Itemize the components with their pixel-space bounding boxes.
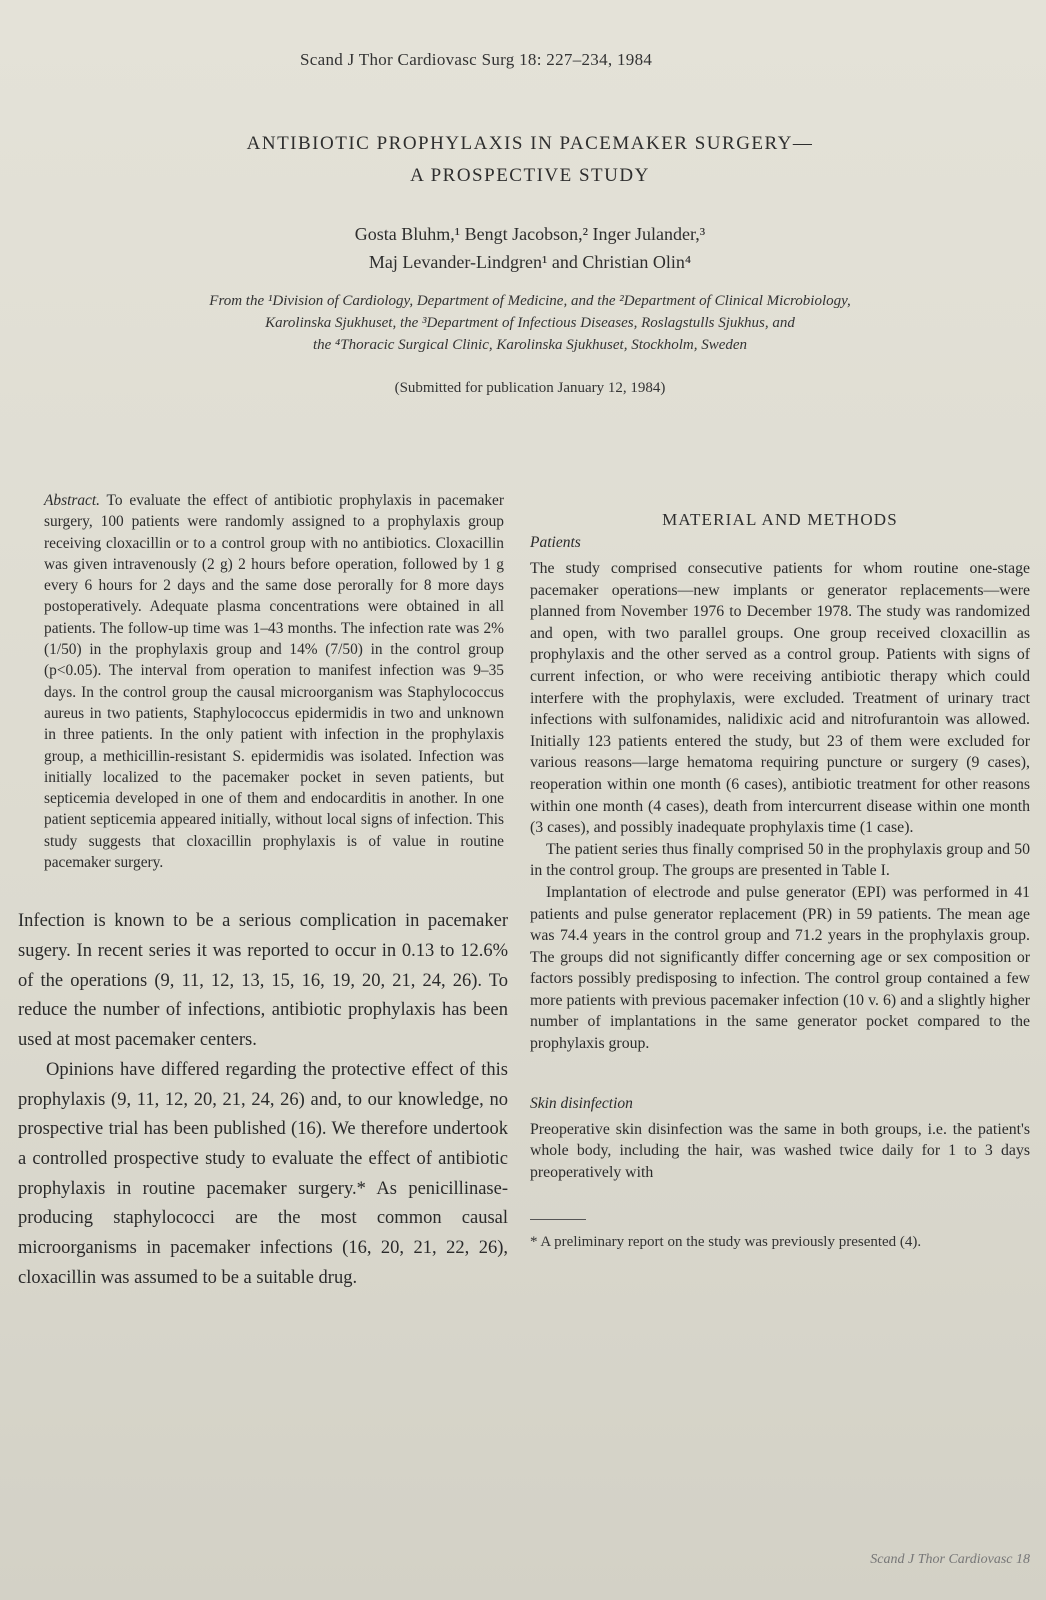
- authors-line-2: Maj Levander-Lindgren¹ and Christian Olin⁴: [368, 252, 692, 272]
- intro-paragraph-2: Opinions have differed regarding the protective effect of this prophylaxis (9, 11, 12, 20, 21, 24, 26) and, to our knowledge, no prospective trial has been published (16). We therefore undertook a controlled prospective study to evaluate the effect of antibiotic prophylaxis in routine pacemaker surgery.* As penicillinase-producing staphylococci are the most common causal microorganisms in pacemaker infections (16, 20, 21, 22, 26), cloxacillin was assumed to be a suitable drug.: [18, 1059, 508, 1288]
- title-line-1: ANTIBIOTIC PROPHYLAXIS IN PACEMAKER SURGERY—: [246, 133, 814, 154]
- patients-paragraph-2: The patient series thus finally comprised 50 in the prophylaxis group and 50 in the control group. The groups are presented in Table I.: [530, 840, 1030, 880]
- skin-heading: Skin disinfection: [530, 1094, 633, 1112]
- patients-paragraph-3: Implantation of electrode and pulse generator (EPI) was performed in 41 patients and pulse generator replacement (PR) in 59 patients. The mean age was 74.4 years in the control group and 71.2 years in the prophylaxis group. The groups did not significantly differ concerning age or sex composition or factors possibly predisposing to infection. The control group contained a few more patients with previous pacemaker infection (10 v. 6) and a slightly higher number of implantations in the same generator pocket compared to the prophylaxis group.: [530, 883, 1030, 1053]
- methods-heading: MATERIAL AND METHODS: [662, 510, 898, 529]
- abstract: [6, 490, 514, 873]
- abstract-label: Abstract.: [44, 492, 101, 509]
- patients-section: [530, 558, 1030, 1055]
- journal-citation: Scand J Thor Cardiovasc Surg 18: 227–234, 1984: [300, 50, 653, 69]
- skin-paragraph-1: Preoperative skin disinfection was the same in both groups, i.e. the patient's whole body, including the hair, was washed twice daily for 1 to 3 days preoperatively with: [530, 1120, 1030, 1181]
- affiliations: [90, 290, 970, 356]
- affiliation-line-2: Karolinska Sjukhuset, the ³Department of Infectious Diseases, Roslagstulls Sjukhus, and: [265, 315, 795, 331]
- abstract-text: To evaluate the effect of antibiotic prophylaxis in pacemaker surgery, 100 patients were randomly assigned to a prophylaxis group receiving cloxacillin or to a control group with no antibiotics. Cloxacillin was given intravenously (2 g) 2 hours before operation, followed by 1 g every 6 hours for 2 days and the same dose perorally for 8 more days postoperatively. Adequate plasma concentrations were obtained in all patients. The follow-up time was 1–43 months. The infection rate was 2% (1/50) in the prophylaxis group and 14% (7/50) in the control group (p<0.05). The interval from operation to manifest infection was 9–35 days. In the control group the causal microorganism was Staphylococcus aureus in two patients, Staphylococcus epidermidis in two and unknown in three patients. In the only patient with infection in the prophylaxis group, a methicillin-resistant S. epidermidis was isolated. Infection was initially localized to the pacemaker pocket in seven patients, but septicemia developed in one of them and endocarditis in another. In one patient septicemia appeared initially, without local signs of infection. This study suggests that cloxacillin prophylaxis is of value in routine pacemaker surgery.: [44, 492, 504, 872]
- footnote: * A preliminary report on the study was previously presented (4).: [530, 1234, 922, 1251]
- affiliation-line-1: From the ¹Division of Cardiology, Department of Medicine, and the ²Department of Clinical Microbiology,: [209, 293, 851, 309]
- intro-paragraph-1: Infection is known to be a serious complication in pacemaker sugery. In recent series it was reported to occur in 0.13 to 12.6% of the operations (9, 11, 12, 13, 15, 16, 19, 20, 21, 24, 26). To reduce the number of infections, antibiotic prophylaxis has been used at most pacemaker centers.: [18, 911, 508, 1051]
- title-line-2: A PROSPECTIVE STUDY: [410, 165, 650, 186]
- author-list: [200, 220, 860, 276]
- skin-disinfection-section: [530, 1095, 1030, 1184]
- submission-date: (Submitted for publication January 12, 1984): [394, 380, 666, 396]
- patients-heading: Patients: [530, 534, 581, 551]
- affiliation-line-3: the ⁴Thoracic Surgical Clinic, Karolinska Sjukhuset, Stockholm, Sweden: [312, 337, 748, 353]
- patients-paragraph-1: The study comprised consecutive patients for whom routine one-stage pacemaker operations—new implants or generator replacements—were planned from November 1976 to December 1978. The study was randomized and open, with two parallel groups. One group received cloxacillin as prophylaxis and the other served as a control group. Patients with signs of current infection, or who were receiving antibiotic therapy which could interfere with the prophylaxis, were excluded. Treatment of urinary tract infections with sulfonamides, nalidixic acid and nitrofurantoin was allowed. Initially 123 patients entered the study, but 23 of them were excluded for various reasons—large hematoma requiring puncture or surgery (9 cases), reoperation within one month (6 cases), antibiotic treatment for other reasons within one month (4 cases), death from intercurrent disease within one month (3 cases), and possibly inadequate prophylaxis time (1 case).: [530, 560, 1030, 837]
- running-footer: Scand J Thor Cardiovasc 18: [870, 1552, 1030, 1567]
- authors-line-1: Gosta Bluhm,¹ Bengt Jacobson,² Inger Julander,³: [354, 224, 706, 244]
- article-title: [150, 128, 910, 192]
- left-column: [6, 490, 514, 1293]
- introduction: [6, 907, 514, 1293]
- footnote-divider: [530, 1219, 586, 1220]
- right-column: [530, 510, 1030, 1253]
